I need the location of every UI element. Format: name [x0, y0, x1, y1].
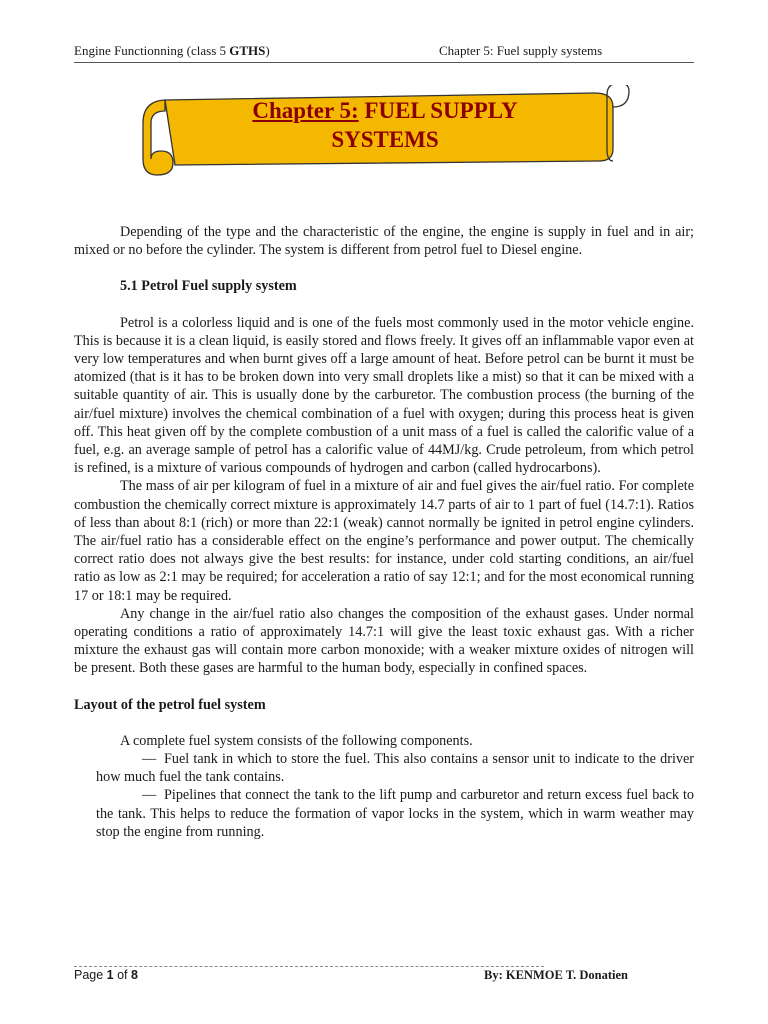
header-left-bold: GTHS	[229, 43, 266, 58]
running-header-right: Chapter 5: Fuel supply systems	[439, 43, 603, 58]
components-intro: A complete fuel system consists of the following components.	[120, 732, 473, 749]
footer-divider	[74, 966, 544, 967]
of-word: of	[113, 968, 131, 982]
page-current: 1	[106, 968, 114, 982]
dash-bullet: —	[142, 787, 157, 804]
running-header-left	[74, 43, 270, 59]
dash-bullet: —	[142, 751, 157, 768]
list-item-text: Fuel tank in which to store the fuel. This also contains a sensor unit to indicate to the driver how much fuel the tank contains.	[96, 751, 694, 786]
page-total: 8	[131, 968, 138, 982]
list-item-text: Pipelines that connect the tank to the lift pump and carburetor and return excess fuel back to the tank. This helps to reduce the formation of vapor locks in the system, which in warm weather may stop the engine from running.	[96, 787, 694, 840]
chapter-title	[205, 96, 565, 154]
chapter-title-line1: FUEL SUPPLY	[358, 98, 518, 123]
author-credit: By: KENMOE T. Donatien	[484, 968, 628, 982]
list-item	[74, 786, 694, 841]
header-left-suffix: )	[265, 43, 270, 58]
chapter-label: Chapter 5:	[252, 98, 359, 123]
page-number	[74, 968, 138, 982]
intro-paragraph: Depending of the type and the characteristic of the engine, the engine is supply in fuel and in air; mixed or no before the cylinder. The system is different from petrol fuel to Diesel engine.	[74, 224, 694, 259]
header-left-text: Engine Functionning (class 5	[74, 43, 230, 58]
spacer	[74, 678, 694, 696]
chapter-title-line2: SYSTEMS	[331, 127, 439, 152]
header-divider	[74, 62, 694, 63]
spacer	[74, 714, 694, 732]
spacer	[74, 259, 694, 277]
spacer	[74, 296, 694, 314]
paragraph-petrol: Petrol is a colorless liquid and is one of the fuels most commonly used in the motor vehicle engine. This is because it is a clean liquid, is easily stored and flows freely. It gives off an inflammable vapor even at very low temperatures and when burnt gives off a large amount of heat. Before petrol can be burnt it must be atomized (that is it has to be broken down into very small droplets like a mist) so that it can be mixed with a suitable quantity of air. This is usually done by the carburetor. The combustion process (the burning of the air/fuel mixture) involves the chemical combination of a fuel with oxygen; during this process heat is given off. This heat given off by the complete combustion of a unit mass of a fuel is called the calorific value of a fuel, e.g. an average sample of petrol has a calorific value of 44MJ/kg. Crude petroleum, from which petrol is refined, is a mixture of various compounds of hydrogen and carbon (called hydrocarbons).	[74, 314, 694, 477]
page-word: Page	[74, 968, 107, 982]
paragraph-exhaust: Any change in the air/fuel ratio also changes the composition of the exhaust gases. Under normal operating conditions a ratio of approximately 14.7:1 will give the least toxic exhaust gas. With a richer mixture the exhaust gas will contain more carbon monoxide; with a weaker mixture oxides of nitrogen will be present. Both these gases are harmful to the human body, especially in confined spaces.	[74, 605, 694, 677]
list-item	[74, 750, 694, 786]
layout-heading: Layout of the petrol fuel system	[74, 696, 266, 713]
paragraph-air-fuel-ratio: The mass of air per kilogram of fuel in a mixture of air and fuel gives the air/fuel ratio. For complete combustion the chemically correct mixture is approximately 14.7 parts of air to 1 part of fuel (14.7:1). Ratios of less than about 8:1 (rich) or more than 22:1 (weak) cannot normally be ignited in petrol engine cylinders. The air/fuel ratio has a considerable effect on the engine’s performance and power output. The chemically correct ratio does not always give the best results: for instance, under cold starting conditions, an air/fuel ratio as low as 2:1 may be required; for acceleration a ratio of say 12:1; and for the most economical running 17 or 18:1 may be required.	[74, 478, 694, 604]
document-body	[74, 223, 694, 841]
section-heading: 5.1 Petrol Fuel supply system	[120, 278, 297, 295]
